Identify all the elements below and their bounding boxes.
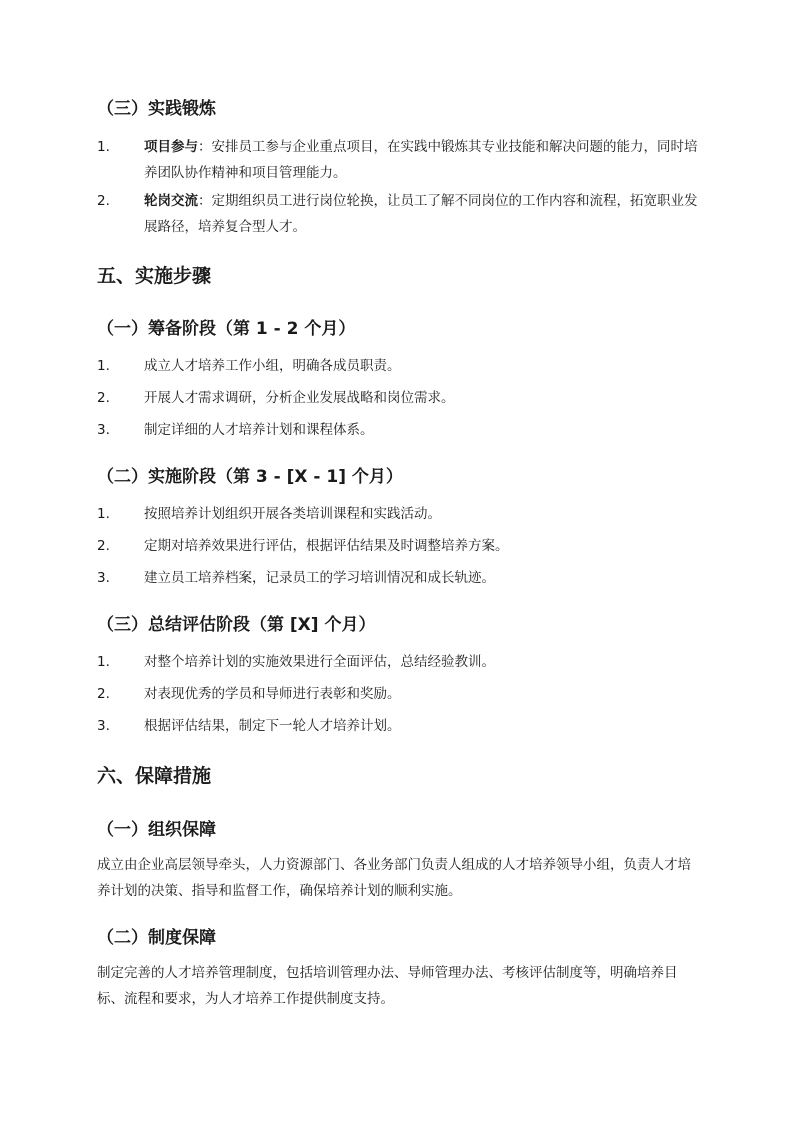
list-number: 2. xyxy=(97,538,110,554)
list-text: 定期对培养效果进行评估，根据评估结果及时调整培养方案。 xyxy=(144,538,509,554)
list-text: 成立人才培养工作小组，明确各成员职责。 xyxy=(144,358,401,374)
paragraph-institution: 制定完善的人才培养管理制度，包括培训管理办法、导师管理办法、考核评估制度等，明确培养目标、流程和要求，为人才培养工作提供制度支持。 xyxy=(97,965,678,1007)
list-item xyxy=(97,681,703,707)
list-number: 1. xyxy=(97,358,110,374)
list-number: 3. xyxy=(97,422,110,438)
list-number: 3. xyxy=(97,718,110,734)
list-text: 按照培养计划组织开展各类培训课程和实践活动。 xyxy=(144,506,441,522)
list-body: ：定期组织员工进行岗位轮换，让员工了解不同岗位的工作内容和流程，拓宽职业发展路径，培养复合型人才。 xyxy=(144,193,698,235)
list-item xyxy=(97,353,703,379)
subsection-heading-summary: （三）总结评估阶段（第 [X] 个月） xyxy=(97,615,376,635)
subsection-heading-institution: （二）制度保障 xyxy=(97,928,216,948)
list-item xyxy=(97,713,703,739)
list-number: 2. xyxy=(97,390,110,406)
list-number: 3. xyxy=(97,570,110,586)
list-number: 1. xyxy=(97,506,110,522)
list-body: ：安排员工参与企业重点项目，在实践中锻炼其专业技能和解决问题的能力，同时培养团队协作精神和项目管理能力。 xyxy=(144,139,698,181)
list-text xyxy=(144,134,703,186)
section-heading-safeguards: 六、保障措施 xyxy=(97,765,212,787)
subsection-heading-execution: （二）实施阶段（第 3 - [X - 1] 个月） xyxy=(97,467,403,487)
list-item xyxy=(97,649,703,675)
list-label: 轮岗交流 xyxy=(144,193,198,209)
subsection-heading-prep: （一）筹备阶段（第 1 - 2 个月） xyxy=(97,319,356,339)
list-item xyxy=(97,188,703,240)
list-number: 1. xyxy=(97,654,110,670)
list-text xyxy=(144,188,703,240)
paragraph-organization: 成立由企业高层领导牵头，人力资源部门、各业务部门负责人组成的人才培养领导小组，负责人才培养计划的决策、指导和监督工作，确保培养计划的顺利实施。 xyxy=(97,857,691,899)
section-heading-practice: （三）实践锻炼 xyxy=(97,99,216,119)
list-text: 根据评估结果，制定下一轮人才培养计划。 xyxy=(144,718,401,734)
list-number: 2. xyxy=(97,193,110,209)
list-label: 项目参与 xyxy=(144,139,198,155)
section-heading-implementation: 五、实施步骤 xyxy=(97,265,212,287)
list-item xyxy=(97,385,703,411)
list-item xyxy=(97,134,703,186)
list-text: 对表现优秀的学员和导师进行表彰和奖励。 xyxy=(144,686,401,702)
list-item xyxy=(97,501,703,527)
list-text: 制定详细的人才培养计划和课程体系。 xyxy=(144,422,374,438)
list-text: 对整个培养计划的实施效果进行全面评估，总结经验教训。 xyxy=(144,654,495,670)
list-number: 1. xyxy=(97,139,110,155)
list-item xyxy=(97,565,703,591)
list-text: 开展人才需求调研，分析企业发展战略和岗位需求。 xyxy=(144,390,455,406)
list-text: 建立员工培养档案，记录员工的学习培训情况和成长轨迹。 xyxy=(144,570,495,586)
subsection-heading-organization: （一）组织保障 xyxy=(97,820,216,840)
list-item xyxy=(97,417,703,443)
list-number: 2. xyxy=(97,686,110,702)
list-item xyxy=(97,533,703,559)
